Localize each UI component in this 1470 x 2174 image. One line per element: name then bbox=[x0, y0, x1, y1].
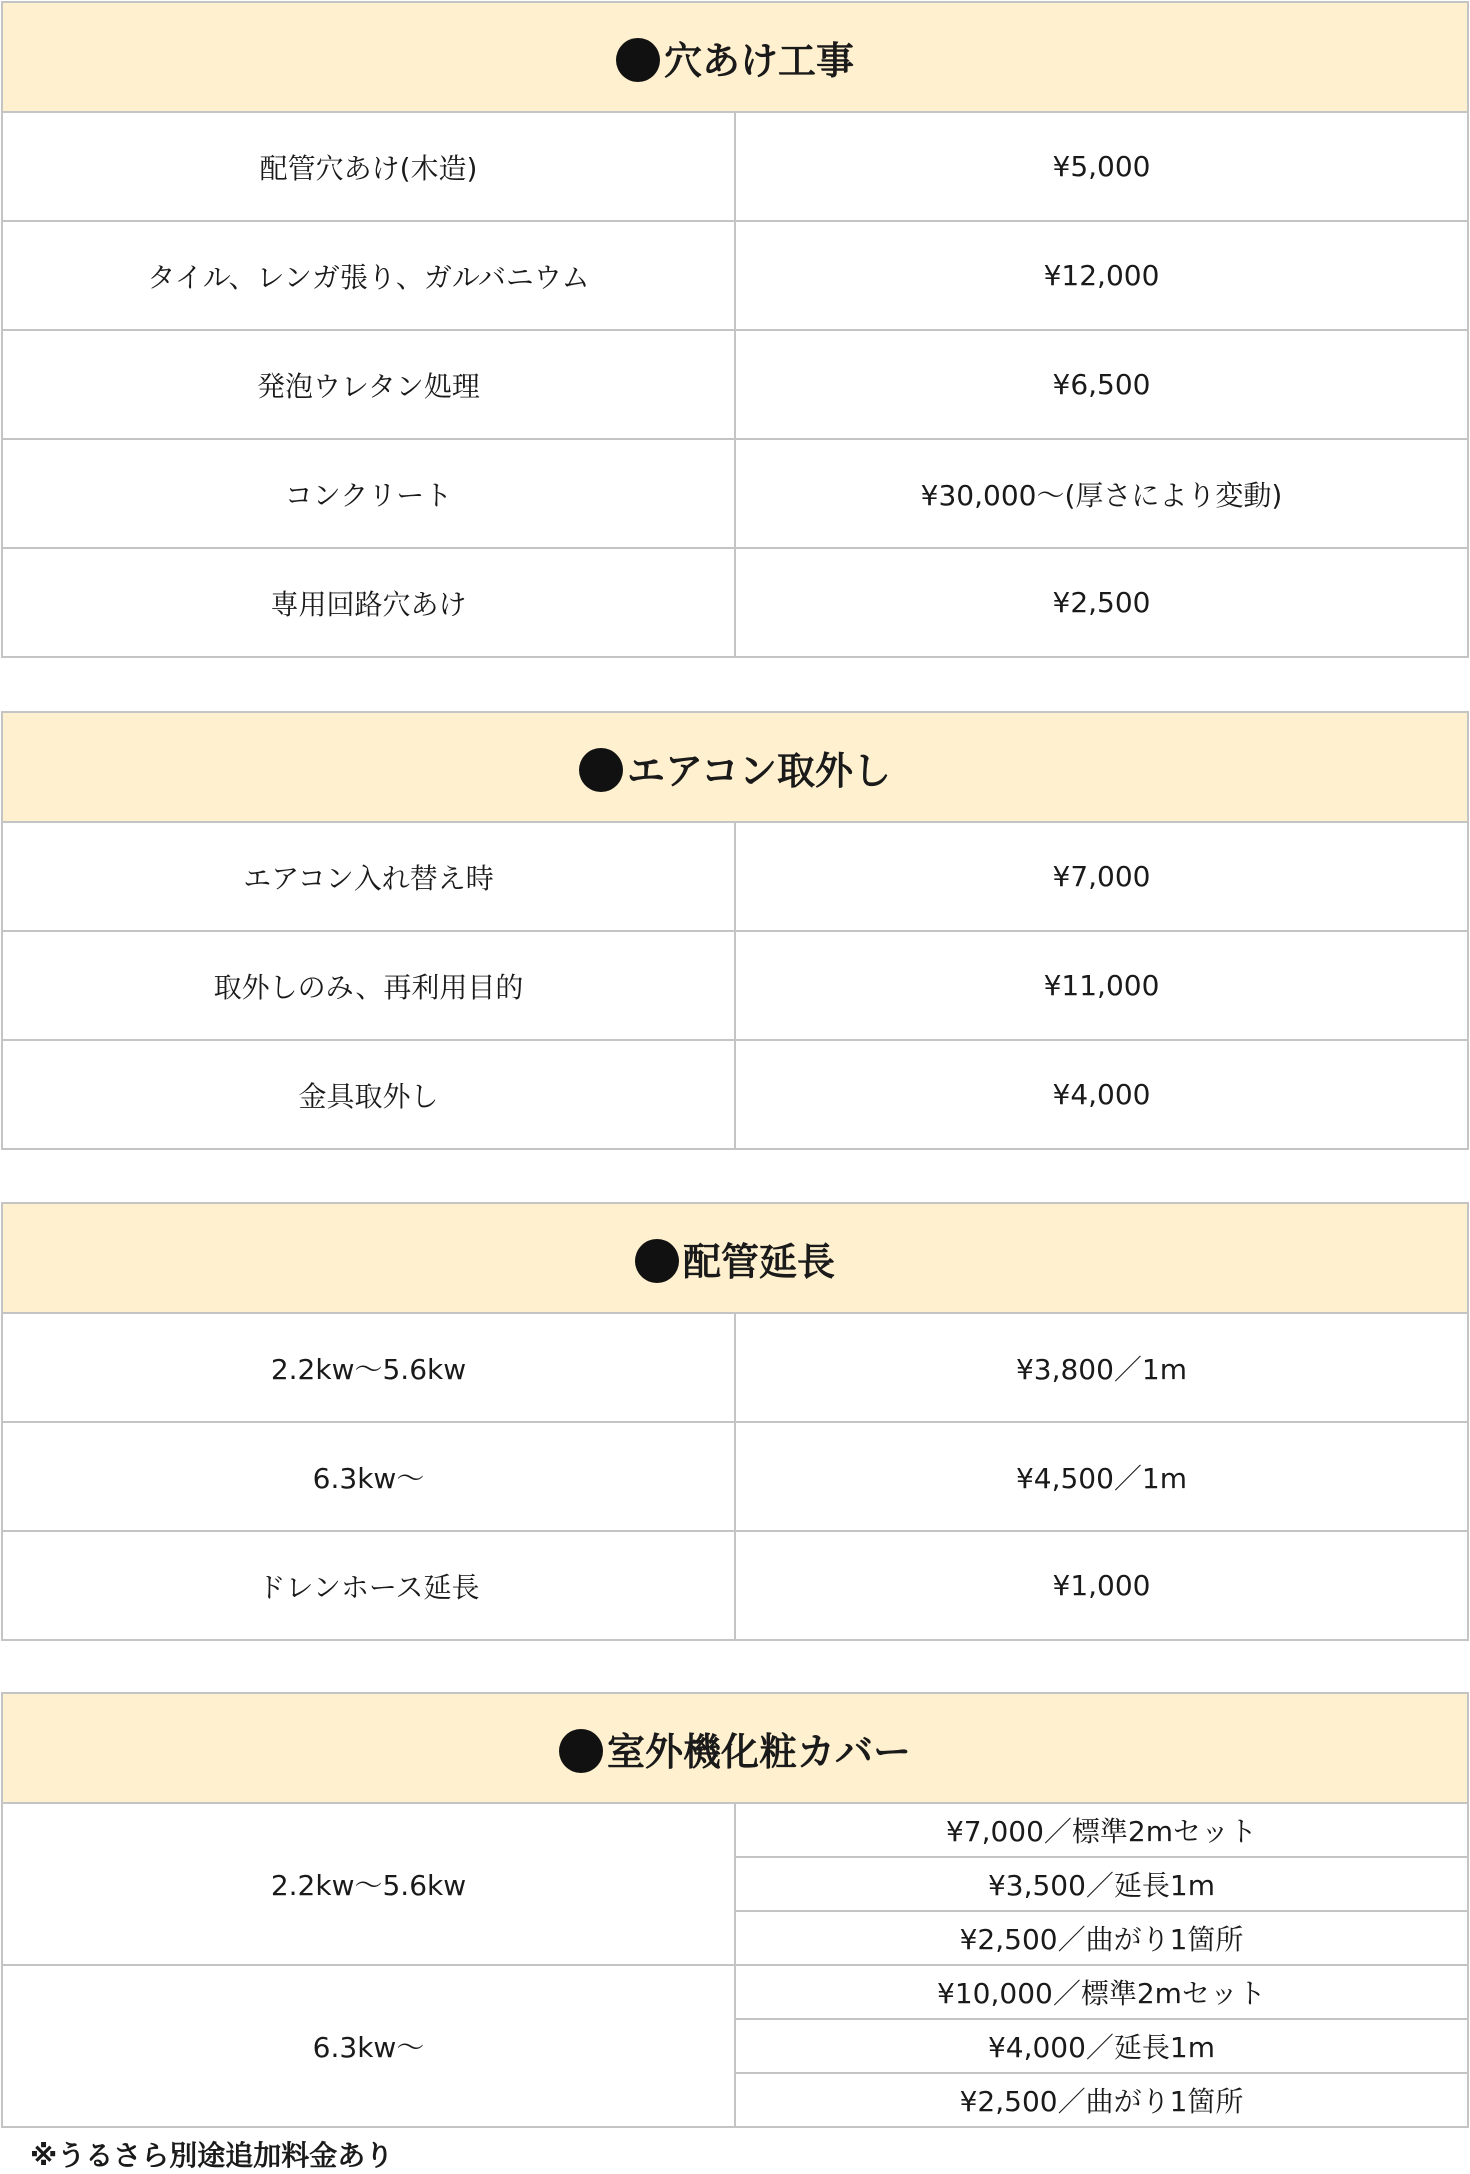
price-cell: ¥2,500 bbox=[735, 548, 1468, 657]
item-cell: コンクリート bbox=[2, 439, 735, 548]
bullet-dot-icon bbox=[635, 1239, 679, 1283]
item-cell: タイル、レンガ張り、ガルバニウム bbox=[2, 221, 735, 330]
price-table bbox=[1, 1692, 1469, 2128]
section-header bbox=[2, 1203, 1468, 1313]
table-row bbox=[2, 439, 1468, 548]
table-row bbox=[2, 1531, 1468, 1640]
section-header bbox=[2, 712, 1468, 822]
price-cell: ¥4,000 bbox=[735, 1040, 1468, 1149]
table-row bbox=[2, 1313, 1468, 1422]
item-cell: 取外しのみ、再利用目的 bbox=[2, 931, 735, 1040]
section-title: 配管延長 bbox=[682, 1239, 835, 1284]
price-cell: ¥5,000 bbox=[735, 112, 1468, 221]
price-cell: ¥7,000 bbox=[735, 822, 1468, 931]
price-table bbox=[1, 1202, 1469, 1641]
table-row bbox=[2, 112, 1468, 221]
price-cell: ¥4,500／1m bbox=[735, 1422, 1468, 1531]
item-cell: 6.3kw〜 bbox=[2, 1965, 735, 2127]
section-header bbox=[2, 1693, 1468, 1803]
price-table bbox=[1, 711, 1469, 1150]
item-cell: エアコン入れ替え時 bbox=[2, 822, 735, 931]
table-row bbox=[2, 1965, 1468, 2019]
section-ac-removal bbox=[1, 711, 1469, 1150]
section-title: 室外機化粧カバー bbox=[606, 1729, 911, 1774]
table-row bbox=[2, 822, 1468, 931]
table-row bbox=[2, 1803, 1468, 1857]
price-cell: ¥3,500／延長1m bbox=[735, 1857, 1468, 1911]
price-cell: ¥1,000 bbox=[735, 1531, 1468, 1640]
price-cell: ¥2,500／曲がり1箇所 bbox=[735, 1911, 1468, 1965]
section-pipe-extension bbox=[1, 1202, 1469, 1641]
bullet-dot-icon bbox=[559, 1729, 603, 1773]
table-row bbox=[2, 931, 1468, 1040]
price-cell: ¥7,000／標準2mセット bbox=[735, 1803, 1468, 1857]
bullet-dot-icon bbox=[616, 38, 660, 82]
section-title: 穴あけ工事 bbox=[663, 38, 854, 83]
price-cell: ¥3,800／1m bbox=[735, 1313, 1468, 1422]
bullet-dot-icon bbox=[579, 748, 623, 792]
item-cell: 専用回路穴あけ bbox=[2, 548, 735, 657]
table-row bbox=[2, 330, 1468, 439]
item-cell: 2.2kw〜5.6kw bbox=[2, 1803, 735, 1965]
price-cell: ¥12,000 bbox=[735, 221, 1468, 330]
price-table bbox=[1, 1, 1469, 658]
table-row bbox=[2, 548, 1468, 657]
section-hole-drilling bbox=[1, 1, 1469, 658]
item-cell: ドレンホース延長 bbox=[2, 1531, 735, 1640]
price-cell: ¥10,000／標準2mセット bbox=[735, 1965, 1468, 2019]
table-row bbox=[2, 1040, 1468, 1149]
item-cell: 配管穴あけ(木造) bbox=[2, 112, 735, 221]
section-outdoor-unit-cover bbox=[1, 1692, 1469, 2128]
item-cell: 発泡ウレタン処理 bbox=[2, 330, 735, 439]
price-cell: ¥30,000〜(厚さにより変動) bbox=[735, 439, 1468, 548]
section-title: エアコン取外し bbox=[626, 748, 892, 793]
price-cell: ¥6,500 bbox=[735, 330, 1468, 439]
table-row bbox=[2, 221, 1468, 330]
price-cell: ¥2,500／曲がり1箇所 bbox=[735, 2073, 1468, 2127]
price-cell: ¥4,000／延長1m bbox=[735, 2019, 1468, 2073]
table-row bbox=[2, 1422, 1468, 1531]
section-header bbox=[2, 2, 1468, 112]
footnote: ※うるさら別途追加料金あり bbox=[30, 2139, 394, 2172]
item-cell: 金具取外し bbox=[2, 1040, 735, 1149]
item-cell: 6.3kw〜 bbox=[2, 1422, 735, 1531]
price-cell: ¥11,000 bbox=[735, 931, 1468, 1040]
item-cell: 2.2kw〜5.6kw bbox=[2, 1313, 735, 1422]
